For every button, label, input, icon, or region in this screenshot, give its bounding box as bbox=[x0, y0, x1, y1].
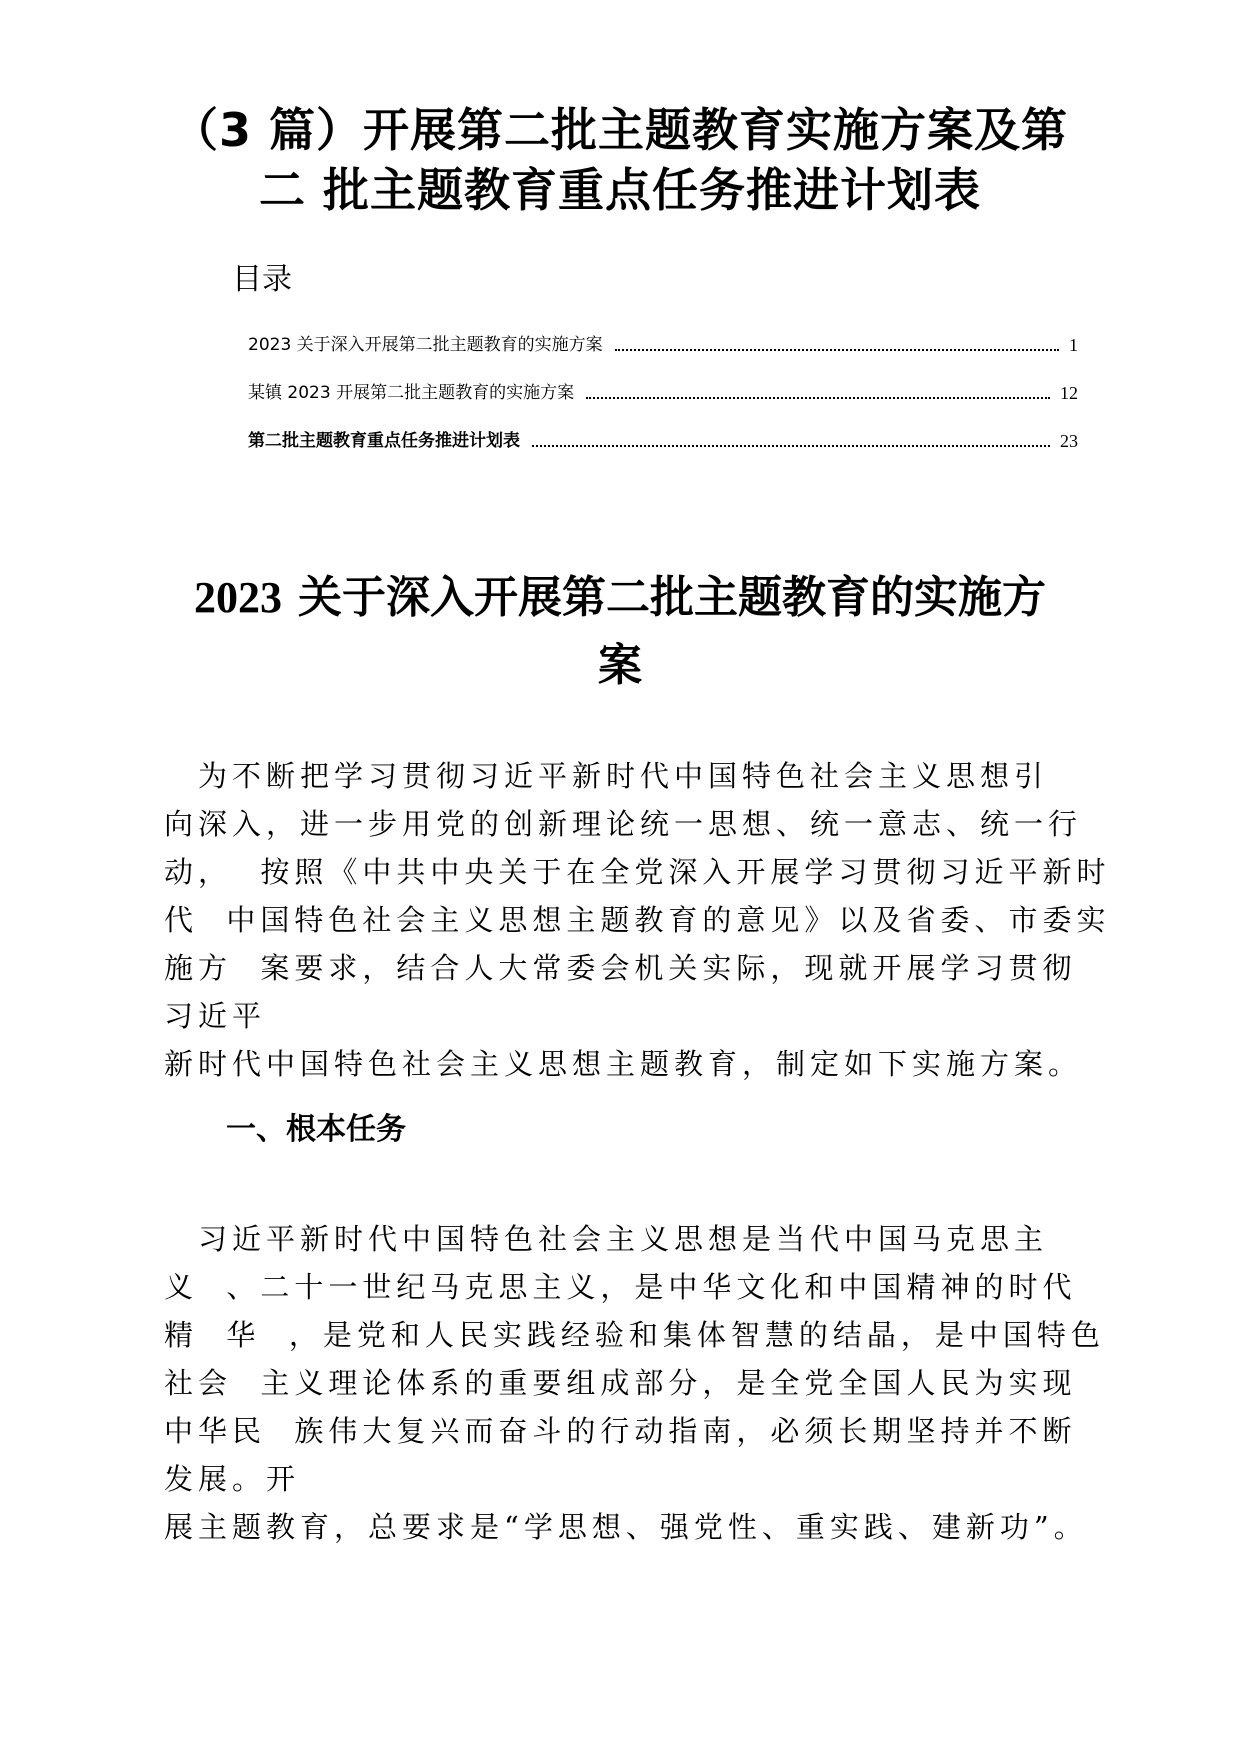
section-title-year: 2023 bbox=[194, 573, 282, 622]
toc-entry-text: 第二批主题教育重点任务推进计划表 bbox=[248, 431, 520, 451]
paragraph-line: 向深入，进一步用党的创新理论统一思想、统一意志、统一行 bbox=[164, 807, 1083, 841]
paragraph-line: 新时代中国特色社会主义思想主题教育，制定如下实施方案。 bbox=[164, 1047, 1083, 1081]
toc-entry-page: 12 bbox=[1060, 383, 1078, 403]
toc-entry-page: 23 bbox=[1060, 431, 1078, 451]
section-title-line-1 bbox=[0, 570, 1240, 626]
paragraph-line: 习近平 bbox=[164, 999, 267, 1033]
paragraph-line: 社会 主义理论体系的重要组成部分，是全党全国人民为实现 bbox=[164, 1366, 1077, 1400]
toc-entry[interactable] bbox=[248, 426, 1078, 452]
paragraph-line: 为不断把学习贯彻习近平新时代中国特色社会主义思想引 bbox=[164, 759, 1049, 793]
toc-entry-page: 1 bbox=[1069, 335, 1078, 355]
paragraph-line: 中华民 族伟大复兴而奋斗的行动指南，必须长期坚持并不断 bbox=[164, 1414, 1077, 1448]
toc-leader-dots bbox=[615, 348, 1059, 351]
section-title-text: 关于深入开展第二批主题教育的实施方 bbox=[298, 572, 1046, 623]
paragraph-line: 动， 按照《中共中央关于在全党深入开展学习贯彻习近平新时 bbox=[164, 855, 1111, 889]
paragraph-line: 精 华 ，是党和人民实践经验和集体智慧的结晶，是中国特色 bbox=[164, 1318, 1105, 1352]
toc-entry-text: 2023 关于深入开展第二批主题教育的实施方案 bbox=[248, 335, 603, 355]
body-paragraph-2 bbox=[164, 1215, 1105, 1551]
document-title-line-2: 二 批主题教育重点任务推进计划表 bbox=[258, 163, 981, 217]
paragraph-line: 施方 案要求，结合人大常委会机关实际，现就开展学习贯彻 bbox=[164, 951, 1077, 985]
toc-heading: 目录 bbox=[232, 262, 292, 297]
toc-entry[interactable] bbox=[248, 330, 1078, 356]
document-title-line-1: （3 篇）开展第二批主题教育实施方案及第 bbox=[171, 103, 1069, 157]
toc-leader-dots bbox=[532, 444, 1050, 447]
section-title-line-2: 案 bbox=[598, 640, 642, 691]
paragraph-line: 发展。开 bbox=[164, 1462, 301, 1496]
paragraph-line: 习近平新时代中国特色社会主义思想是当代中国马克思主 bbox=[164, 1222, 1049, 1256]
body-paragraph-1 bbox=[164, 752, 1111, 1088]
toc-leader-dots bbox=[586, 396, 1050, 399]
paragraph-line: 义 、二十一世纪马克思主义，是中华文化和中国精神的时代 bbox=[164, 1270, 1077, 1304]
paragraph-line: 代 中国特色社会主义思想主题教育的意见》以及省委、市委实 bbox=[164, 903, 1111, 937]
subheading: 一、根本任务 bbox=[226, 1112, 406, 1147]
toc-entry[interactable] bbox=[248, 378, 1078, 404]
paragraph-line: 展主题教育，总要求是“学思想、强党性、重实践、建新功”。 bbox=[164, 1510, 1088, 1544]
toc-entry-text: 某镇 2023 开展第二批主题教育的实施方案 bbox=[248, 383, 575, 403]
